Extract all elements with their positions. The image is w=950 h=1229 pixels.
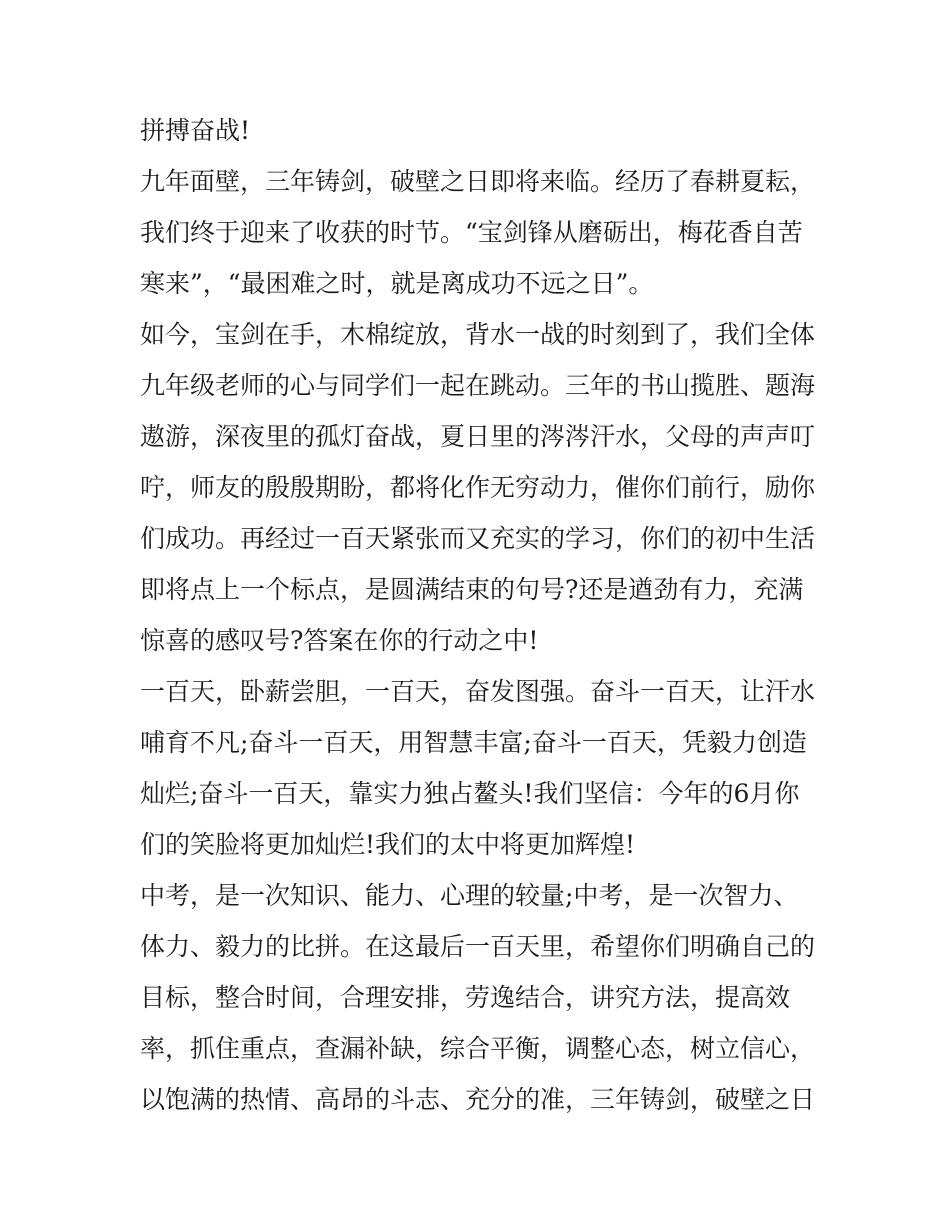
- text-line: 九年面壁，三年铸剑，破壁之日即将来临。经历了春耕夏耘，: [140, 167, 815, 196]
- text-line: 体力、毅力的比拼。在这最后一百天里，希望你们明确自己的: [140, 932, 815, 961]
- text-line: 目标，整合时间，合理安排，劳逸结合，讲究方法，提高效: [140, 983, 791, 1012]
- text-line: 如今，宝剑在手，木棉绽放，背水一战的时刻到了，我们全体: [140, 320, 815, 349]
- text-line: 遨游，深夜里的孤灯奋战，夏日里的涔涔汗水，父母的声声叮: [140, 422, 815, 451]
- text-line: 一百天，卧薪尝胆，一百天，奋发图强。奋斗一百天，让汗水: [140, 677, 815, 706]
- text-line: 惊喜的感叹号?答案在你的行动之中!: [140, 626, 539, 655]
- text-line: 咛，师友的殷殷期盼，都将化作无穷动力，催你们前行，励你: [140, 473, 815, 502]
- text-line: 灿烂;奋斗一百天，靠实力独占鳌头!我们坚信：今年的6月你: [140, 779, 800, 808]
- text-line: 以饱满的热情、高昂的斗志、充分的准，三年铸剑，破壁之日: [140, 1085, 815, 1114]
- text-line: 我们终于迎来了收获的时节。“宝剑锋从磨砺出，梅花香自苦: [140, 218, 803, 247]
- document-body: [140, 105, 815, 1125]
- text-line: 中考，是一次知识、能力、心理的较量;中考，是一次智力、: [140, 881, 799, 910]
- text-line: 们成功。再经过一百天紧张而又充实的学习，你们的初中生活: [140, 524, 815, 553]
- text-line: 九年级老师的心与同学们一起在跳动。三年的书山揽胜、题海: [140, 371, 815, 400]
- text-line: 寒来”，“最困难之时，就是离成功不远之日”。: [140, 269, 654, 298]
- text-line: 们的笑脸将更加灿烂!我们的太中将更加辉煌!: [140, 830, 636, 859]
- text-line: 拼搏奋战!: [140, 116, 251, 145]
- text-line: 率，抓住重点，查漏补缺，综合平衡，调整心态，树立信心，: [140, 1034, 815, 1063]
- text-line: 哺育不凡;奋斗一百天，用智慧丰富;奋斗一百天，凭毅力创造: [140, 728, 807, 757]
- text-line: 即将点上一个标点，是圆满结束的句号?还是遒劲有力，充满: [140, 575, 804, 604]
